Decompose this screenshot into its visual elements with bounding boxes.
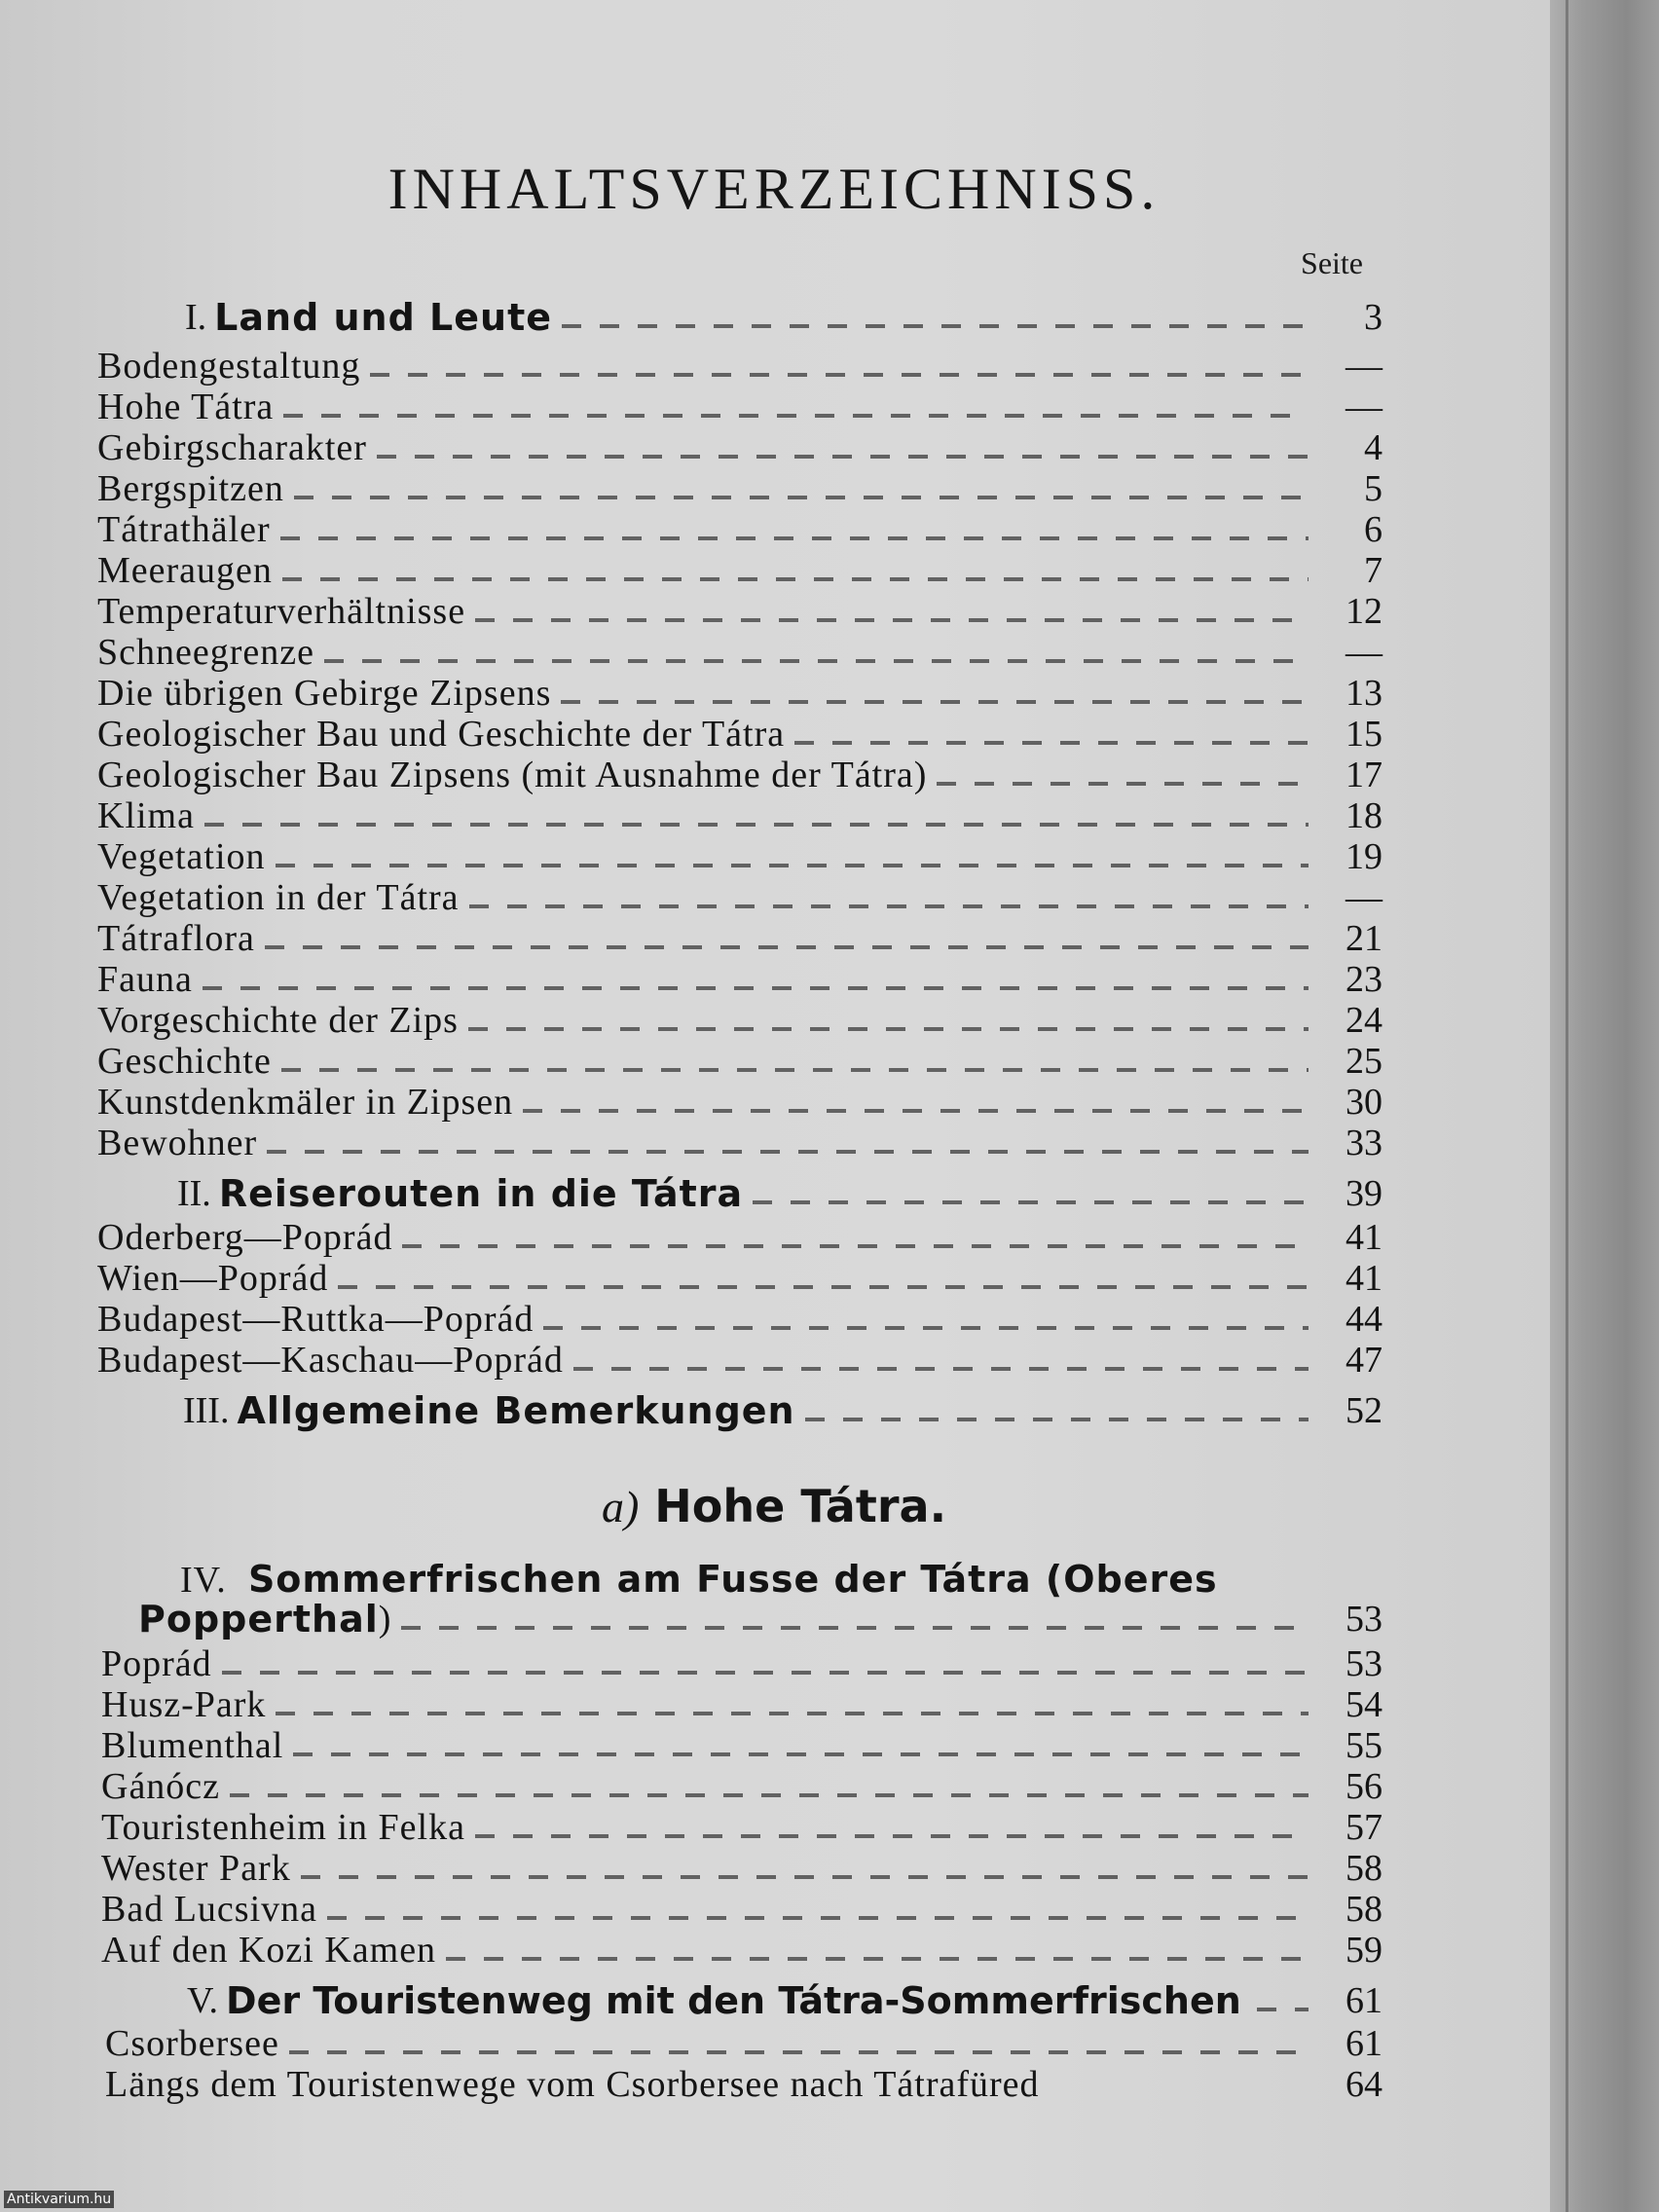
leader-dots [377,455,1309,459]
page-title: INHALTSVERZEICHNISS. [387,157,1161,221]
entry-label: Kunstdenkmäler in Zipsen [97,1082,514,1123]
entry-label: Bewohner [97,1123,258,1163]
toc-entry [101,1807,1382,1848]
watermark: Antikvarium.hu [4,2191,114,2208]
section-title: Reiserouten in die Tátra [218,1172,744,1215]
leader-dots [280,536,1309,540]
entry-label: Geschichte [97,1041,272,1082]
toc-entry [97,1000,1382,1041]
entry-page: 58 [1346,1889,1382,1930]
entry-page: 18 [1346,795,1382,836]
entry-page: 25 [1346,1041,1382,1082]
leader-dots [276,1712,1309,1715]
toc-entry [97,427,1382,468]
entry-label: Vegetation in der Tátra [97,877,460,918]
leader-dots [937,782,1309,786]
entry-page: 23 [1346,959,1382,1000]
section-title: Allgemeine Bemerkungen [237,1389,795,1432]
subheading-letter: a) [601,1482,640,1531]
leader-dots [289,2050,1309,2054]
entry-page: 61 [1346,2023,1382,2064]
toc-entry [97,1299,1382,1340]
entry-label: Fauna [97,959,193,1000]
entry-label: Bad Lucsivna [101,1889,318,1930]
toc-entry [101,1725,1382,1766]
toc-entry [105,2023,1382,2064]
leader-dots [573,1367,1309,1371]
leader-dots [301,1875,1309,1879]
entry-label: Schneegrenze [97,632,314,673]
section-title: Der Touristenweg mit den Tátra-Sommerfrischen [226,1979,1241,2022]
leader-dots [265,945,1309,949]
toc-entry [105,2064,1382,2105]
section-roman: II. [177,1173,211,1214]
section-title-line2: Popperthal [138,1598,379,1641]
toc-entry [97,1258,1382,1299]
entry-page: 17 [1346,755,1382,795]
section-page: 39 [1346,1173,1382,1214]
leader-dots [203,986,1309,990]
leader-dots [324,659,1309,663]
leader-dots [468,1027,1309,1031]
section-title-paren: ) [378,1599,392,1640]
section-page: 3 [1364,297,1382,338]
section-page: 61 [1346,1980,1382,2021]
toc-entry [97,1123,1382,1163]
toc-section-I [185,297,1382,338]
section-title-line1: Sommerfrischen am Fusse der Tátra (Oberes [247,1558,1218,1601]
entry-page: 55 [1346,1725,1382,1766]
section-roman: I. [185,297,207,338]
leader-dots [475,1834,1309,1838]
leader-dots [475,618,1309,622]
entry-page: 12 [1346,591,1382,632]
leader-dots [1257,2008,1309,2011]
toc-entry [97,877,1382,918]
entry-page: 44 [1346,1299,1382,1340]
section-roman: V. [187,1980,219,2021]
entry-label: Geologischer Bau Zipsens (mit Ausnahme der Tátra) [97,755,928,795]
toc-entry [97,1217,1382,1258]
toc-entry [97,387,1382,427]
toc-entry [97,591,1382,632]
page-edge-line [1566,0,1568,2212]
entry-label: Budapest—Ruttka—Poprád [97,1299,535,1340]
subheading-title: Hohe Tátra. [654,1480,947,1532]
leader-dots [523,1109,1309,1113]
entry-label: Auf den Kozi Kamen [101,1930,437,1971]
leader-dots [794,741,1309,745]
toc-entry [97,346,1382,387]
entry-label: Bergspitzen [97,468,284,509]
entry-label: Tátraflora [97,918,255,959]
toc-section-III [183,1390,1382,1431]
toc-section-IV-line1 [180,1558,1218,1602]
leader-dots [293,1752,1309,1756]
entry-page: 33 [1346,1123,1382,1163]
toc-entry [101,1930,1382,1971]
page-column-header: Seite [1301,245,1363,280]
toc-entry [97,1041,1382,1082]
toc-entry [101,1766,1382,1807]
toc-entry [97,550,1382,591]
entry-label: Meeraugen [97,550,273,591]
entry-page: — [1346,877,1382,918]
leader-dots [281,1068,1309,1072]
leader-dots [805,1418,1309,1421]
leader-dots [338,1285,1309,1289]
leader-dots [204,823,1309,827]
entry-label: Poprád [101,1643,212,1684]
entry-label: Gebirgscharakter [97,427,367,468]
entry-label: Längs dem Touristenwege vom Csorbersee nach Tátrafüred [105,2064,1040,2105]
entry-label: Gánócz [101,1766,221,1807]
entry-label: Touristenheim in Felka [101,1807,465,1848]
toc-entry [97,509,1382,550]
toc-section-II [177,1173,1382,1214]
subheading-hohe-tatra [0,1480,1519,1532]
toc-entry [97,632,1382,673]
entry-page: 7 [1364,550,1382,591]
toc-entry [97,918,1382,959]
entry-page: — [1346,346,1382,387]
leader-dots [222,1671,1309,1675]
entry-page: 58 [1346,1848,1382,1889]
toc-entry [97,836,1382,877]
entry-label: Geologischer Bau und Geschichte der Tátra [97,714,786,755]
entry-page: 41 [1346,1217,1382,1258]
leader-dots [446,1957,1309,1961]
entry-page: 53 [1346,1643,1382,1684]
leader-dots [267,1150,1309,1154]
leader-dots [283,414,1309,418]
leader-dots [543,1326,1309,1330]
leader-dots [753,1200,1309,1204]
toc-entry [97,1340,1382,1381]
toc-entry [101,1684,1382,1725]
toc-entry [97,714,1382,755]
entry-page: 56 [1346,1766,1382,1807]
section-roman: III. [183,1390,230,1431]
entry-page: 30 [1346,1082,1382,1123]
entry-page: 13 [1346,673,1382,714]
section-title: Land und Leute [214,296,553,339]
entry-label: Temperaturverhältnisse [97,591,466,632]
toc-entry [97,673,1382,714]
entry-page: 24 [1346,1000,1382,1041]
entry-page: 15 [1346,714,1382,755]
toc-entry [97,959,1382,1000]
entry-page: 57 [1346,1807,1382,1848]
toc-section-IV-line2 [138,1599,1382,1640]
leader-dots [401,1626,1309,1630]
section-page: 53 [1346,1599,1382,1640]
entry-page: 19 [1346,836,1382,877]
entry-page: 64 [1346,2064,1382,2105]
entry-page: — [1346,632,1382,673]
toc-entry [101,1889,1382,1930]
leader-dots [294,496,1309,499]
leader-dots [562,324,1309,328]
leader-dots [230,1793,1309,1797]
leader-dots [327,1916,1309,1920]
toc-entry [97,468,1382,509]
entry-label: Blumenthal [101,1725,284,1766]
entry-label: Vorgeschichte der Zips [97,1000,459,1041]
leader-dots [282,577,1309,581]
toc-entry [97,755,1382,795]
entry-page: 5 [1364,468,1382,509]
toc-entry [101,1643,1382,1684]
section-roman: IV. [180,1560,227,1601]
leader-dots [276,864,1309,867]
entry-label: Oderberg—Poprád [97,1217,393,1258]
entry-page: 4 [1364,427,1382,468]
entry-label: Klima [97,795,195,836]
entry-label: Husz-Park [101,1684,267,1725]
leader-dots [1040,2091,1334,2095]
toc-section-V [187,1980,1382,2021]
entry-label: Vegetation [97,836,266,877]
entry-page: 6 [1364,509,1382,550]
entry-label: Tátrathäler [97,509,271,550]
entry-page: 59 [1346,1930,1382,1971]
entry-label: Die übrigen Gebirge Zipsens [97,673,552,714]
leader-dots [561,700,1309,704]
entry-label: Budapest—Kaschau—Poprád [97,1340,564,1381]
leader-dots [469,904,1309,908]
entry-label: Wester Park [101,1848,291,1889]
entry-page: 47 [1346,1340,1382,1381]
section-page: 52 [1346,1390,1382,1431]
entry-page: — [1346,387,1382,427]
leader-dots [370,373,1309,377]
toc-entry [101,1848,1382,1889]
entry-label: Wien—Poprád [97,1258,329,1299]
entry-label: Csorbersee [105,2023,279,2064]
entry-label: Hohe Tátra [97,387,275,427]
entry-page: 54 [1346,1684,1382,1725]
leader-dots [402,1244,1309,1248]
toc-entry [97,1082,1382,1123]
entry-page: 41 [1346,1258,1382,1299]
toc-entry [97,795,1382,836]
entry-page: 21 [1346,918,1382,959]
entry-label: Bodengestaltung [97,346,361,387]
